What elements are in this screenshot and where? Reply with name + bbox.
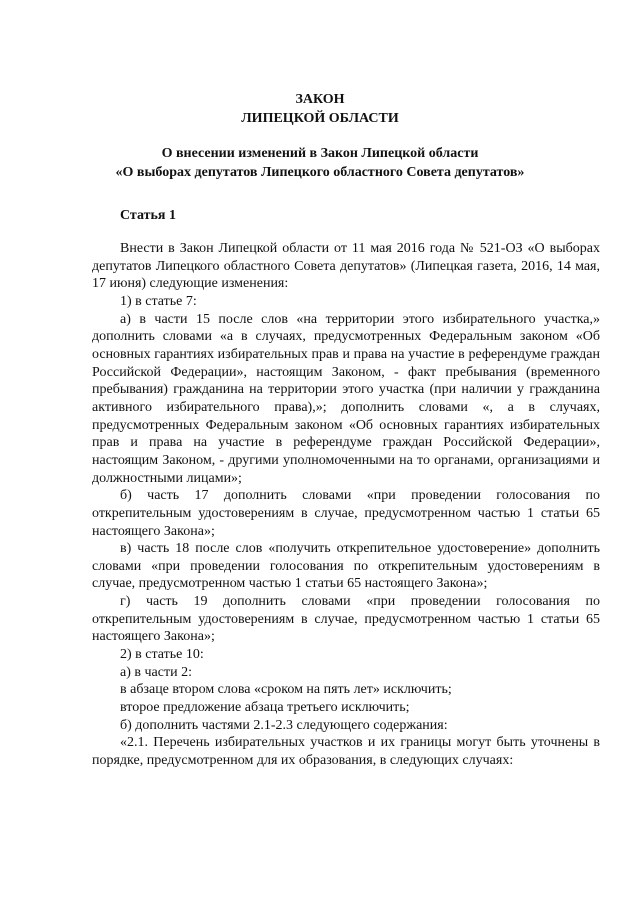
subtitle-line-2: «О выборах депутатов Липецкого областного Совета депутатов»	[115, 165, 525, 180]
paragraph-item-2b: б) дополнить частями 2.1-2.3 следующего содержания:	[120, 717, 448, 733]
paragraph-item-2: 2) в статье 10:	[120, 647, 204, 663]
paragraph-intro: Внести в Закон Липецкой области от 11 мая 2016 года № 521-ОЗ «О выборах депутатов Липецкого областного Совета депутатов» (Липецкая газета, 2016, 14 мая, 17 июня) следующие изменения:	[92, 241, 600, 292]
paragraph-item-1g: г) часть 19 дополнить словами «при проведении голосования по открепительным удостоверениям в случае, предусмотренном частью 1 статьи 65 настоящего Закона»;	[92, 594, 600, 645]
article-body	[92, 240, 600, 770]
region-title: ЛИПЕЦКОЙ ОБЛАСТИ	[241, 111, 399, 126]
subtitle-line-1: О внесении изменений в Закон Липецкой области	[161, 146, 479, 161]
paragraph-item-1: 1) в статье 7:	[120, 293, 197, 309]
law-title-block	[0, 90, 640, 128]
paragraph-part-2-1: «2.1. Перечень избирательных участков и их границы могут быть уточнены в порядке, предусмотренном для их образования, в следующих случаях:	[92, 735, 600, 769]
paragraph-item-1a: а) в части 15 после слов «на территории этого избирательного участка,» дополнить словами «а в случаях, предусмотренных Федеральным законом «Об основных гарантиях избирательных прав и права на участие в референдуме граждан Российской Федерации», настоящим Законом, - факт пребывания (временного пребывания) гражданина на территории этого участка (при наличии у гражданина активного избирательного права),»; дополнить словами «, а в случаях, предусмотренных Федеральным законом «Об основных гарантиях избирательных прав и права на участие в референдуме граждан Российской Федерации», настоящим Законом, - другими уполномоченными на то органами, организациями и должностными лицами»;	[92, 311, 600, 486]
law-subtitle-block	[0, 144, 640, 182]
paragraph-item-1b: б) часть 17 дополнить словами «при проведении голосования по открепительным удостоверениям в случае, предусмотренном частью 1 статьи 65 настоящего Закона»;	[92, 488, 600, 539]
paragraph-item-2a-2: второе предложение абзаца третьего исключить;	[120, 700, 410, 716]
law-title: ЗАКОН	[295, 92, 345, 107]
paragraph-item-2a: а) в части 2:	[120, 664, 192, 680]
article-heading: Статья 1	[120, 208, 176, 223]
paragraph-item-2a-1: в абзаце втором слова «сроком на пять лет» исключить;	[120, 682, 452, 698]
paragraph-item-1v: в) часть 18 после слов «получить открепительное удостоверение» дополнить словами «при проведении голосования по открепительным удостоверениям в случае, предусмотренном частью 1 статьи 65 настоящего Закона»;	[92, 541, 600, 592]
